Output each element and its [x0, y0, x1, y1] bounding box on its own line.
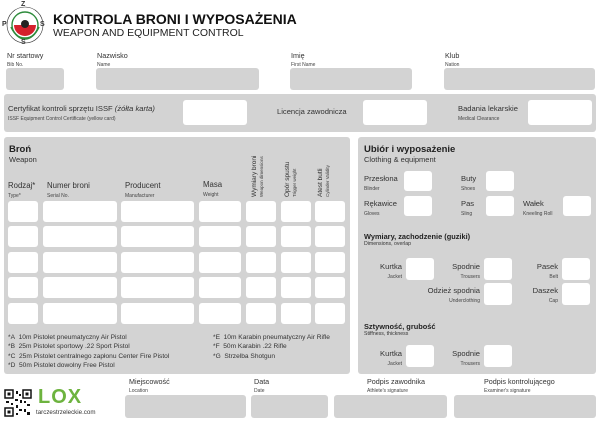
qr-code [4, 389, 32, 417]
license-label: Licencja zawodnicza [277, 107, 347, 116]
weapon-row-5-producer-cell[interactable] [121, 303, 194, 324]
cap-label: Daszek Cap [532, 286, 558, 304]
weapon-row-1-trigger-cell[interactable] [281, 201, 311, 222]
trousers-dim-label: Spodnie Trousers [452, 262, 480, 280]
weapon-row-2-type-cell[interactable] [8, 226, 38, 247]
weapon-row-3-cylinder-cell[interactable] [315, 252, 345, 273]
legend-item: *E 10m Karabin pneumatyczny Air Rifle [213, 334, 330, 341]
weapon-row-3-trigger-cell[interactable] [281, 252, 311, 273]
athlete-signature-field[interactable] [334, 395, 447, 418]
clothing-panel [358, 137, 596, 374]
legend-item: *A 10m Pistolet pneumatyczny Air Pistol [8, 334, 127, 341]
weapon-row-1-serial-cell[interactable] [43, 201, 117, 222]
gloves-label: Rękawice Gloves [364, 199, 397, 217]
weapon-row-1-cylinder-cell[interactable] [315, 201, 345, 222]
medical-label: Badania lekarskie Medical Clearance [458, 104, 518, 122]
weapon-row-4-dimensions-cell[interactable] [246, 277, 276, 298]
weapon-row-5-trigger-cell[interactable] [281, 303, 311, 324]
clothing-title: Ubiór i wyposażenie Clothing & equipment [364, 144, 456, 164]
weapon-row-2-trigger-cell[interactable] [281, 226, 311, 247]
weapon-row-2-producer-cell[interactable] [121, 226, 194, 247]
trousers-stiff-label: Spodnie Trousers [452, 349, 480, 367]
club-label: Klub Nation [445, 51, 460, 68]
weapon-row-5-cylinder-cell[interactable] [315, 303, 345, 324]
weapon-row-5-serial-cell[interactable] [43, 303, 117, 324]
kneeling-roll-field[interactable] [563, 196, 591, 216]
col-serial-header: Numer broni Serial No. [47, 181, 90, 199]
cap-field[interactable] [562, 283, 590, 305]
first-name-label: Imię First Name [291, 51, 316, 68]
weapon-row-5-mass-cell[interactable] [199, 303, 241, 324]
weapon-legend-right [213, 333, 330, 361]
date-label: Data Date [254, 377, 270, 394]
weapon-row-3-producer-cell[interactable] [121, 252, 194, 273]
logo-letter-top: Z [21, 1, 26, 8]
weapon-row-4-cylinder-cell[interactable] [315, 277, 345, 298]
weapon-legend-left [8, 333, 169, 371]
legend-item: *G Strzelba Shotgun [213, 352, 275, 360]
jacket-stiff-field[interactable] [406, 345, 434, 367]
col-trigger-header: Opór spustu Trigger weight [284, 161, 297, 197]
weapon-row-2-cylinder-cell[interactable] [315, 226, 345, 247]
bib-field[interactable] [6, 68, 64, 90]
logo-letter-bottom: S [21, 39, 26, 46]
trousers-stiff-field[interactable] [484, 345, 512, 367]
sling-label: Pas Sling [461, 199, 475, 217]
examiner-signature-field[interactable] [454, 395, 596, 418]
weapon-row-1-type-cell[interactable] [8, 201, 38, 222]
legend-item: *B 25m Pistolet sportowy .22 Sport Pistol [8, 343, 130, 351]
date-field[interactable] [251, 395, 328, 418]
weapon-row-4-serial-cell[interactable] [43, 277, 117, 298]
legend-item: *D 50m Pistolet dowolny Free Pistol [8, 362, 115, 370]
brand-logo: LOX [38, 386, 83, 408]
medical-field[interactable] [528, 100, 592, 125]
jacket-dim-field[interactable] [406, 258, 434, 280]
weapon-row-2-serial-cell[interactable] [43, 226, 117, 247]
weapon-row-3-type-cell[interactable] [8, 252, 38, 273]
weapon-row-3-mass-cell[interactable] [199, 252, 241, 273]
weapon-row-2-dimensions-cell[interactable] [246, 226, 276, 247]
weapon-row-4-producer-cell[interactable] [121, 277, 194, 298]
legend-item: *F 50m Karabin .22 Rifle [213, 343, 287, 351]
shoes-label: Buty Shoes [461, 174, 477, 192]
page-title: KONTROLA BRONI I WYPOSAŻENIA [53, 11, 297, 27]
jacket-dim-label: Kurtka Jacket [380, 262, 402, 280]
weapon-row-3-serial-cell[interactable] [43, 252, 117, 273]
page-subtitle: WEAPON AND EQUIPMENT CONTROL [53, 27, 244, 39]
weapon-row-1-dimensions-cell[interactable] [246, 201, 276, 222]
sling-field[interactable] [486, 196, 514, 216]
logo-letter-right: S [40, 21, 45, 28]
weapon-row-3-dimensions-cell[interactable] [246, 252, 276, 273]
first-name-field[interactable] [290, 68, 412, 90]
belt-label: Pasek Belt [536, 262, 558, 280]
name-field[interactable] [96, 68, 259, 90]
underclothing-label: Odzież spodnia Underclothing [427, 286, 480, 304]
weapon-row-1-mass-cell[interactable] [199, 201, 241, 222]
name-label: Nazwisko Name [97, 51, 128, 68]
examiner-signature-label: Podpis kontrolującego Examiner's signature [484, 377, 555, 394]
website: tarczestrzeleckie.com [36, 409, 96, 416]
bib-label: Nr startowy Bib No. [7, 51, 44, 68]
license-field[interactable] [363, 100, 427, 125]
weapon-row-4-type-cell[interactable] [8, 277, 38, 298]
issf-cert-field[interactable] [183, 100, 247, 125]
jacket-stiff-label: Kurtka Jacket [380, 349, 402, 367]
weapon-row-1-producer-cell[interactable] [121, 201, 194, 222]
col-type-header: Rodzaj* Type* [8, 181, 36, 199]
col-cylinder-header: Atest butli Cylinder Validity [317, 165, 330, 197]
col-producer-header: Producent Manufacturer [125, 181, 161, 199]
weapon-row-4-trigger-cell[interactable] [281, 277, 311, 298]
athlete-signature-label: Podpis zawodnika Athlete's signature [367, 377, 425, 394]
col-mass-header: Masa Weight [203, 180, 223, 198]
weapon-title: Broń Weapon [9, 144, 37, 164]
weapon-row-5-type-cell[interactable] [8, 303, 38, 324]
gloves-field[interactable] [404, 196, 432, 216]
col-dimensions-header: Wymiary broni Weapon dimensions [251, 155, 264, 197]
location-field[interactable] [125, 395, 246, 418]
weapon-row-2-mass-cell[interactable] [199, 226, 241, 247]
logo-letter-left: P [2, 21, 7, 28]
trousers-dim-field[interactable] [484, 258, 512, 280]
dimensions-subtitle: Wymiary, zachodzenie (guziki) Dimensions, overlap [364, 232, 471, 247]
legend-item: *C 25m Pistolet centralnego zapłonu Center Fire Pistol [8, 352, 170, 360]
club-field[interactable] [444, 68, 595, 90]
stiffness-subtitle: Sztywność, grubość Stiffness, thickness [364, 322, 436, 337]
kneeling-roll-label: Wałek Kneeling Roll [523, 199, 553, 217]
shoes-field[interactable] [486, 171, 514, 191]
underclothing-field[interactable] [484, 283, 512, 305]
location-label: Miejscowość Location [129, 377, 170, 394]
blinder-label: Przesłona Blinder [364, 174, 398, 192]
weapon-row-4-mass-cell[interactable] [199, 277, 241, 298]
weapon-row-5-dimensions-cell[interactable] [246, 303, 276, 324]
blinder-field[interactable] [404, 171, 432, 191]
issf-cert-label: Certyfikat kontroli sprzętu ISSF (żółta karta) ISSF Equipment Control Certificate (yellow card) [8, 104, 155, 122]
belt-field[interactable] [562, 258, 590, 280]
